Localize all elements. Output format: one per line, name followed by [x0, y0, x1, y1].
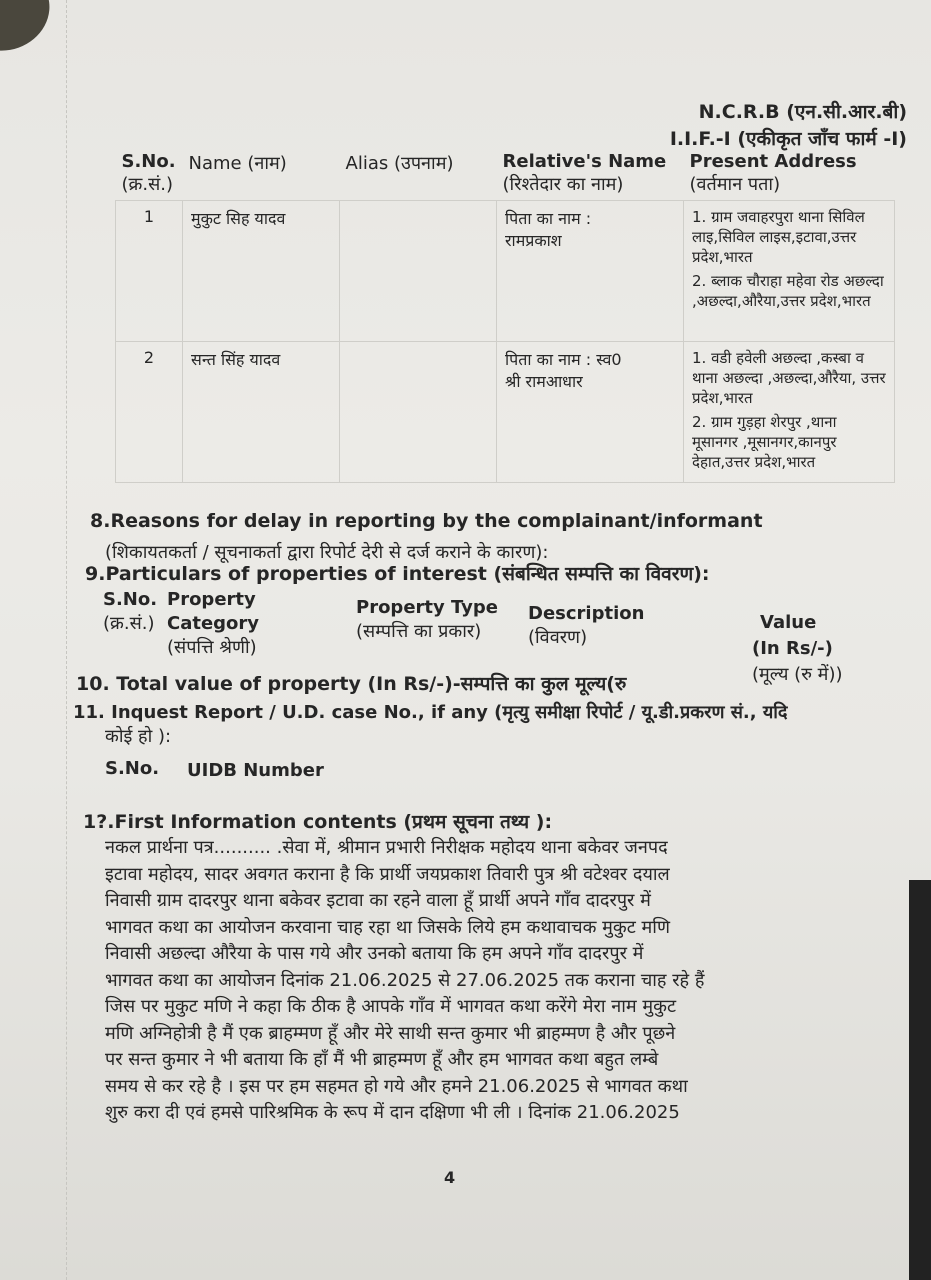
- row-address: 1. वडी हवेली अछल्दा ,कस्बा व थाना अछल्दा ,अछल्दा,औरैया, उत्तर प्रदेश,भारत 2. ग्राम गुड़हा शेरपुर ,थाना मूसानगर ,मूसानगर,कानपुर देहात,उत्तर प्रदेश,भारत: [684, 342, 895, 483]
- section8-title: 8.Reasons for delay in reporting by the complainant/informant: [90, 510, 763, 532]
- s9-col-desc: Description (विवरण): [528, 603, 645, 648]
- page-number: 4: [444, 1168, 456, 1187]
- row-alias: [340, 201, 497, 342]
- col-sno: S.No. (क्र.सं.): [121, 151, 176, 195]
- s9-col-type: Property Type (सम्पत्ति का प्रकार): [356, 597, 498, 642]
- table-header-row: [116, 147, 895, 201]
- row-sno: 2: [116, 342, 183, 483]
- col-relative: Relative's Name (रिश्तेदार का नाम): [502, 151, 667, 195]
- section11-title: 11. Inquest Report / U.D. case No., if any (मृत्यु समीक्षा रिपोर्ट / यू.डी.प्रकरण सं., यदि: [73, 702, 788, 723]
- row-name: सन्त सिंह यादव: [183, 342, 340, 483]
- finger-shadow: [0, 0, 61, 63]
- section8-subtitle: (शिकायतकर्ता / सूचनाकर्ता द्वारा रिपोर्ट देरी से दर्ज कराने के कारण):: [105, 542, 549, 563]
- s9-col-category: Property Category (संपत्ति श्रेणी): [167, 589, 260, 658]
- table-row: [116, 201, 895, 342]
- row-relative: पिता का नाम : रामप्रकाश: [497, 201, 684, 342]
- s11-col-sno: S.No.: [105, 758, 160, 779]
- ncrb-header: N.C.R.B (एन.सी.आर.बी): [698, 101, 907, 123]
- col-alias: Alias (उपनाम): [345, 153, 454, 174]
- s9-col-value: Value (In Rs/-) (मूल्य (रु में)): [752, 612, 843, 685]
- form-header: I.I.F.-I (एकीकृत जाँच फार्म -I): [669, 128, 907, 150]
- margin-line: [66, 0, 67, 1280]
- accused-table: [115, 147, 895, 483]
- col-name: Name (नाम): [188, 153, 287, 174]
- section11-title-cont: कोई हो ):: [105, 726, 172, 747]
- row-sno: 1: [116, 201, 183, 342]
- table-row: [116, 342, 895, 483]
- s11-col-uidb: UIDB Number: [187, 760, 324, 781]
- row-alias: [340, 342, 497, 483]
- row-address: 1. ग्राम जवाहरपुरा थाना सिविल लाइ,सिविल लाइस,इटावा,उत्तर प्रदेश,भारत 2. ब्लाक चौराहा महेवा रोड अछल्दा ,अछल्दा,औरैया,उत्तर प्रदेश,भारत: [684, 201, 895, 342]
- row-relative: पिता का नाम : स्व0 श्री रामआधार: [497, 342, 684, 483]
- section12-title: 1?.First Information contents (प्रथम सूचना तथ्य ):: [83, 811, 553, 833]
- col-address: Present Address (वर्तमान पता): [689, 151, 857, 195]
- s9-col-sno: S.No. (क्र.सं.): [103, 589, 158, 634]
- section9-title: 9.Particulars of properties of interest (संबन्धित सम्पत्ति का विवरण):: [85, 563, 710, 585]
- edge-shadow: [909, 880, 931, 1280]
- row-name: मुकुट सिह यादव: [183, 201, 340, 342]
- fir-contents: नकल प्रार्थना पत्र.......... .सेवा में, श्रीमान प्रभारी निरीक्षक महोदय थाना बकेवर जनपद इटावा महोदय, सादर अवगत कराना है कि प्रार्थी जयप्रकाश तिवारी पुत्र श्री वटेश्वर दयाल निवासी ग्राम दादरपुर थाना बकेवर इटावा का रहने वाला हूँ प्रार्थी अपने गाँव दादरपुर में भागवत कथा का आयोजन करवाना चाह रहा था जिसके लिये हम कथावाचक मुकुट मणि निवासी अछल्दा औरैया के पास गये और उनको बताया कि हम अपने गाँव दादरपुर में भागवत कथा का आयोजन दिनांक 21.06.2025 से 27.06.2025 तक कराना चाह रहे हैं जिस पर मुकुट मणि ने कहा कि ठीक है आपके गाँव में भागवत कथा करेंगे मेरा नाम मुकुट मणि अग्निहोत्री है मैं एक ब्राहम्मण हूँ और मेरे साथी सन्त कुमार भी ब्राहम्मण है और पूछने पर सन्त कुमार ने भी बताया कि हाँ मैं भी ब्राहम्मण हूँ और हम भागवत कथा बहुत लम्बे समय से कर रहे है । इस पर हम सहमत हो गये और हमने 21.06.2025 से भागवत कथा शुरु करा दी एवं हमसे पारिश्रमिक के रूप में दान दक्षिणा भी ली । दिनांक 21.06.2025: [105, 837, 705, 1123]
- section10-title: 10. Total value of property (In Rs/-)-सम्पत्ति का कुल मूल्य(रु: [76, 673, 627, 695]
